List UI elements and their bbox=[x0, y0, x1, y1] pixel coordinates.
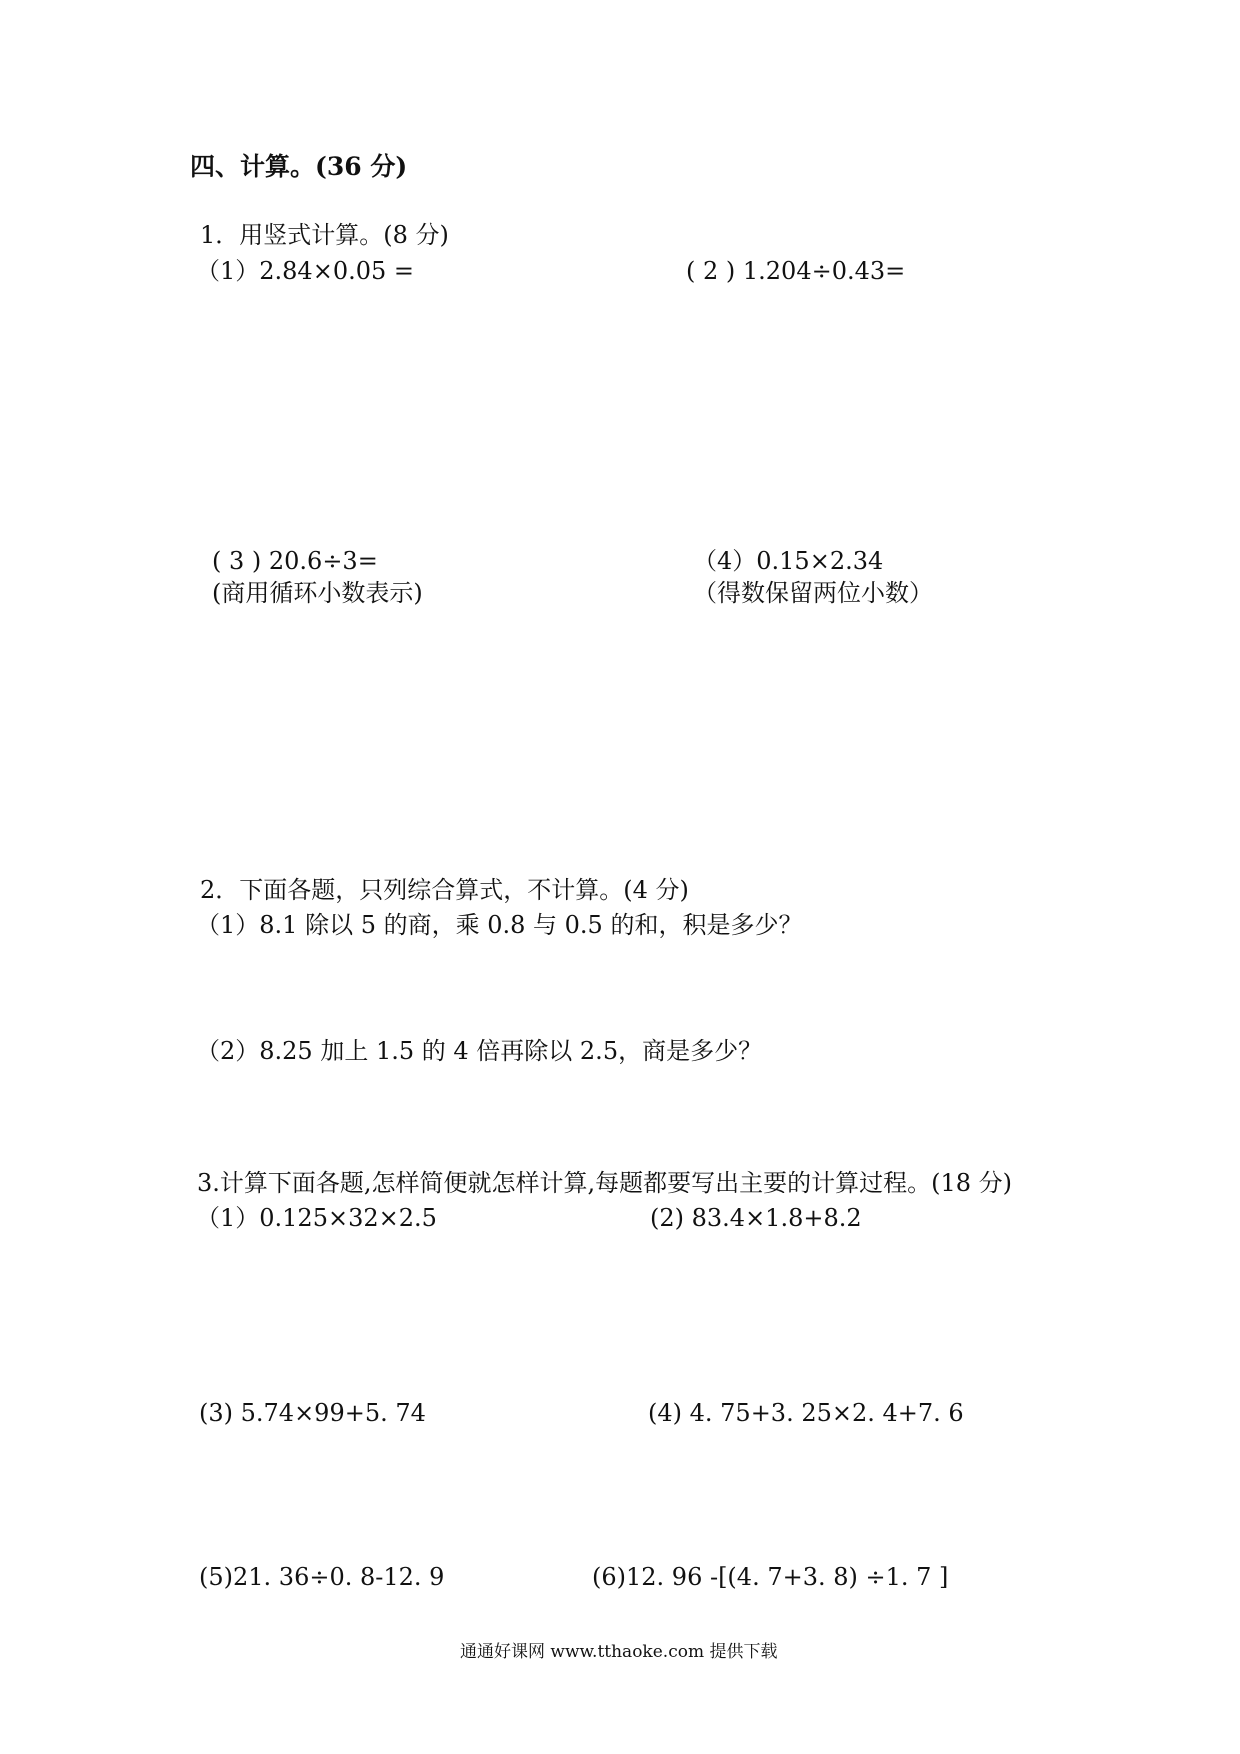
q3-heading: 3.计算下面各题,怎样简便就怎样计算,每题都要写出主要的计算过程。(18 分) bbox=[197, 1169, 1013, 1197]
q3-item-3: (3) 5.74×99+5. 74 bbox=[199, 1399, 426, 1427]
q1-item-4-note: （得数保留两位小数） bbox=[693, 579, 933, 607]
q2-heading: 2．下面各题，只列综合算式，不计算。(4 分) bbox=[200, 876, 689, 904]
q1-item-2: ( 2 ) 1.204÷0.43= bbox=[686, 257, 906, 285]
q2-item-1: （1）8.1 除以 5 的商，乘 0.8 与 0.5 的和，积是多少？ bbox=[196, 911, 803, 939]
q1-item-4: （4）0.15×2.34 bbox=[693, 547, 884, 575]
q2-item-2: （2）8.25 加上 1.5 的 4 倍再除以 2.5，商是多少？ bbox=[196, 1037, 763, 1065]
q3-item-1: （1）0.125×32×2.5 bbox=[196, 1204, 437, 1232]
q1-item-3: ( 3 ) 20.6÷3= bbox=[212, 547, 378, 575]
section-title: 四、计算。(36 分) bbox=[190, 152, 408, 181]
q3-item-4: (4) 4. 75+3. 25×2. 4+7. 6 bbox=[648, 1399, 964, 1427]
q3-item-5: (5)21. 36÷0. 8-12. 9 bbox=[199, 1563, 445, 1591]
q1-item-3-note: (商用循环小数表示) bbox=[212, 579, 423, 607]
q1-item-1: （1）2.84×0.05 = bbox=[196, 257, 414, 285]
q3-item-2: (2) 83.4×1.8+8.2 bbox=[650, 1204, 862, 1232]
footer-credit: 通通好课网 www.tthaoke.com 提供下载 bbox=[460, 1642, 778, 1662]
q3-item-6: (6)12. 96 -[(4. 7+3. 8) ÷1. 7 ] bbox=[592, 1563, 949, 1591]
q1-heading: 1．用竖式计算。(8 分) bbox=[200, 221, 449, 249]
